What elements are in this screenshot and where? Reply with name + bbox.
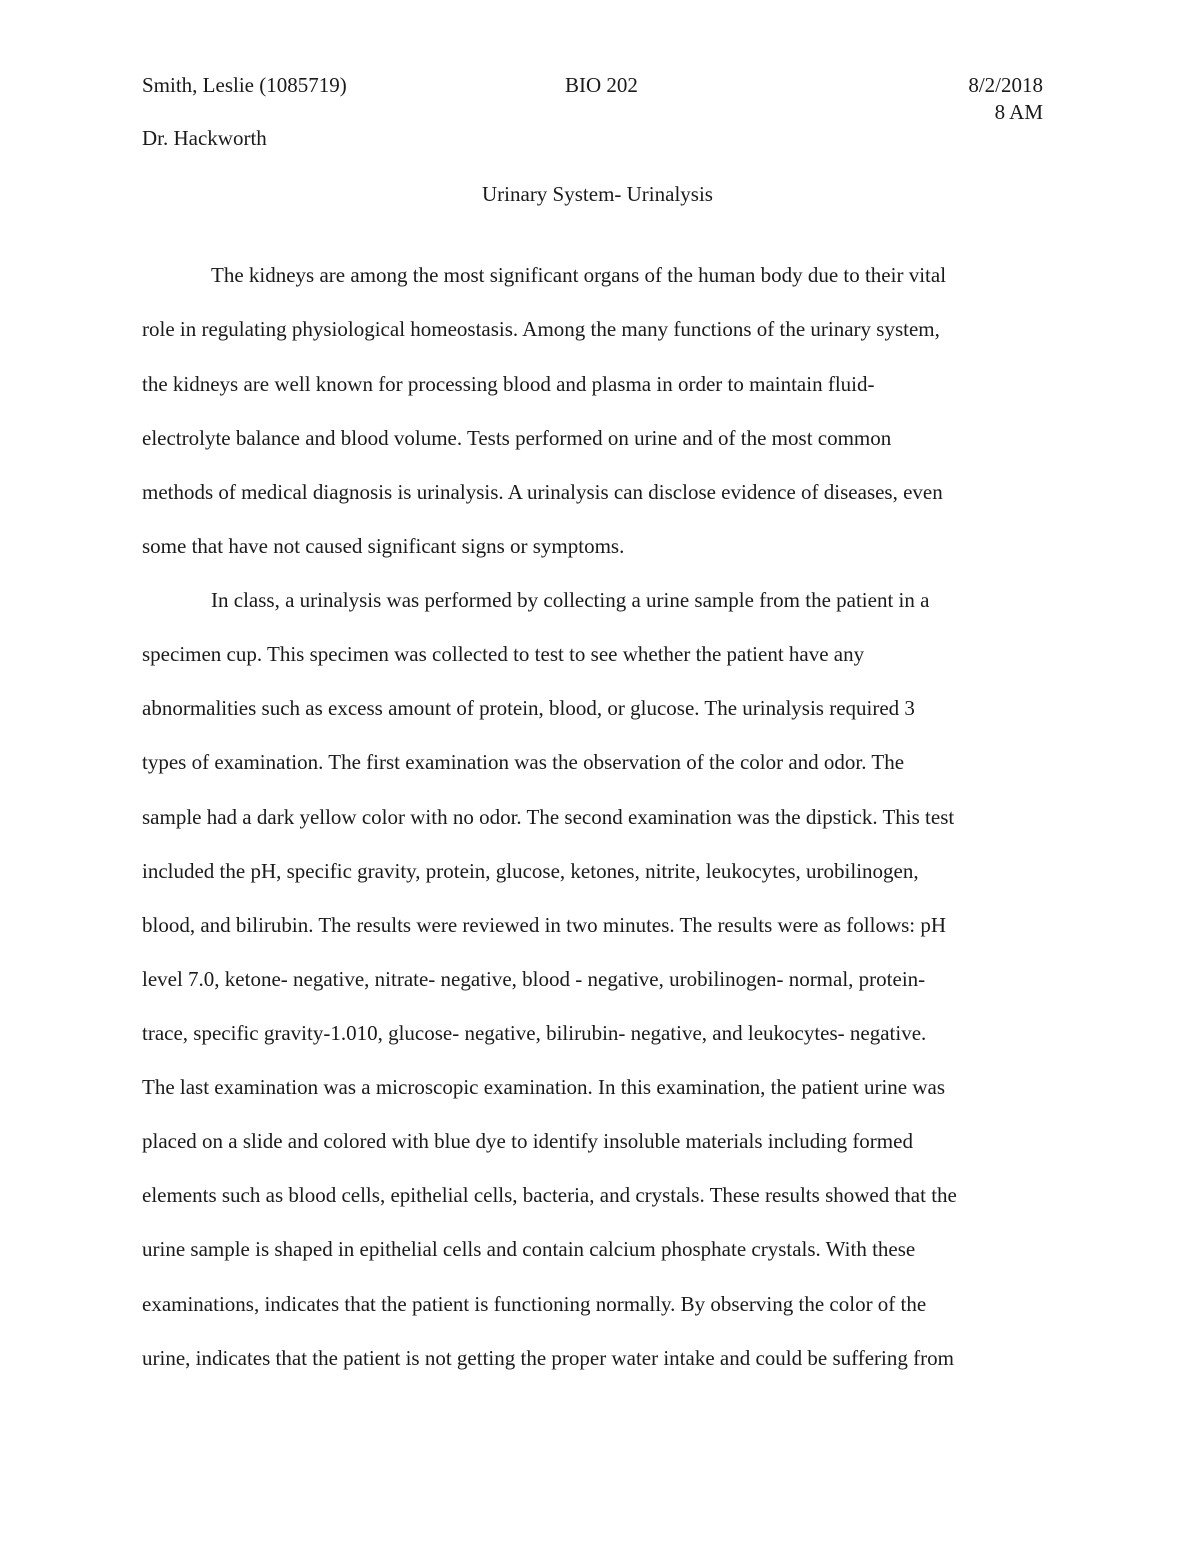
body-line: abnormalities such as excess amount of protein, blood, or glucose. The urinalysis required 3 — [142, 696, 915, 720]
body-line: sample had a dark yellow color with no odor. The second examination was the dipstick. This test — [142, 805, 955, 829]
body-line: urine, indicates that the patient is not getting the proper water intake and could be suffering from — [142, 1346, 954, 1370]
body-line: level 7.0, ketone- negative, nitrate- negative, blood - negative, urobilinogen- normal, protein- — [142, 967, 926, 991]
body-line: In class, a urinalysis was performed by collecting a urine sample from the patient in a — [211, 588, 930, 612]
body-line: some that have not caused significant signs or symptoms. — [142, 534, 625, 558]
body-line: methods of medical diagnosis is urinalysis. A urinalysis can disclose evidence of diseases, even — [142, 480, 943, 504]
body-line: types of examination. The first examination was the observation of the color and odor. The — [142, 750, 905, 774]
body-line: placed on a slide and colored with blue dye to identify insoluble materials including formed — [142, 1129, 913, 1153]
body-line: urine sample is shaped in epithelial cells and contain calcium phosphate crystals. With these — [142, 1237, 916, 1261]
course-code: BIO 202 — [565, 73, 638, 97]
body-line: specimen cup. This specimen was collected to test to see whether the patient have any — [142, 642, 865, 666]
body-line: examinations, indicates that the patient is functioning normally. By observing the color of the — [142, 1292, 927, 1316]
date: 8/2/2018 — [968, 73, 1043, 97]
time: 8 AM — [994, 100, 1043, 124]
body-line: the kidneys are well known for processing blood and plasma in order to maintain fluid- — [142, 372, 875, 396]
student-name: Smith, Leslie (1085719) — [142, 73, 347, 97]
instructor-name: Dr. Hackworth — [142, 126, 267, 150]
body-line: blood, and bilirubin. The results were reviewed in two minutes. The results were as follows: pH — [142, 913, 947, 937]
body-line: elements such as blood cells, epithelial cells, bacteria, and crystals. These results showed that the — [142, 1183, 957, 1207]
body-line: electrolyte balance and blood volume. Tests performed on urine and of the most common — [142, 426, 892, 450]
body-line: trace, specific gravity-1.010, glucose- negative, bilirubin- negative, and leukocytes- negative. — [142, 1021, 927, 1045]
body-line: The kidneys are among the most significant organs of the human body due to their vital — [211, 263, 947, 287]
document-title: Urinary System- Urinalysis — [482, 182, 713, 206]
body-line: included the pH, specific gravity, protein, glucose, ketones, nitrite, leukocytes, urobilinogen, — [142, 859, 919, 883]
body-line: The last examination was a microscopic examination. In this examination, the patient urine was — [142, 1075, 946, 1099]
body-line: role in regulating physiological homeostasis. Among the many functions of the urinary system, — [142, 317, 940, 341]
